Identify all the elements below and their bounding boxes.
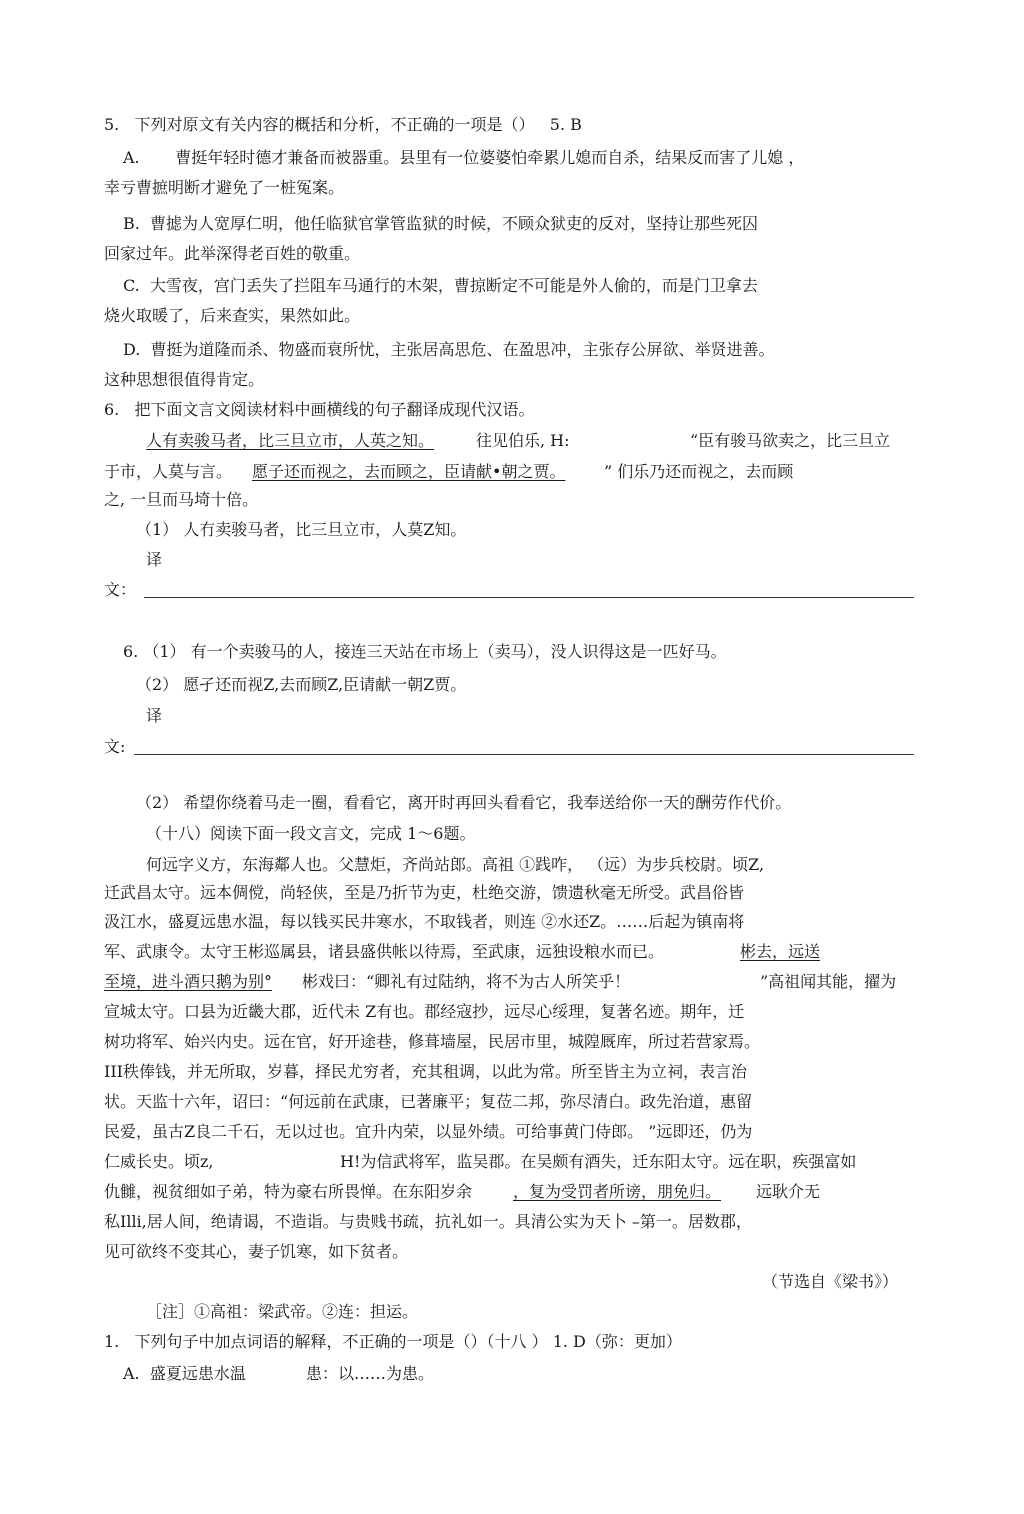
q5-option-a-line2: 幸亏曹摭明断才避免了一桩冤案。 <box>104 178 345 197</box>
q6-passage-line1-mid: 往见伯乐, H: <box>476 431 570 450</box>
passage18-heading: （十八）阅读下面一段文言文，完成 1～6题。 <box>146 824 476 843</box>
passage18-line-14: 见可欲终不变其心，妻子饥寒，如下贫者。 <box>104 1242 409 1261</box>
q6-passage-underlined-2: 愿子还而视之，去而顾之，臣请献•朝之贾。 <box>252 462 566 481</box>
passage18-line-12: 仇雠，视贫细如子弟，特为豪右所畏惮。在东阳岁余 <box>104 1182 473 1201</box>
q6-answer-2: （2） 希望你绕着马走一圈，看看它，离开时再回头看看它，我奉送给你一天的酬劳作代价。 <box>136 793 792 812</box>
passage18-line-5-end: ”高祖闻其能，擢为 <box>760 972 897 991</box>
q6-answer-1: 6. （1） 有一个卖骏马的人，接连三天站在市场上（卖马），没人识得这是一匹好马。 <box>123 642 727 661</box>
q1-option-a-explanation: 患：以……为患。 <box>306 1364 435 1383</box>
q6-passage-underlined-1: 人有卖骏马者，比三旦立市，人英之知。 <box>146 431 435 450</box>
passage18-line-1: 何远字义方，东海鄰人也。父慧炬，齐尚站郎。高祖 ①践咋， （远）为步兵校尉。顷Z, <box>146 855 765 874</box>
passage18-line-11-end: H!为信武将军，监吴郡。在吴颇有酒失，迁东阳太守。远在职，疾强富如 <box>340 1152 857 1171</box>
q1-stem: 1. 下列句子中加点词语的解释，不正确的一项是（）（十八 ） 1. D（弥：更加） <box>104 1332 682 1351</box>
q6-translate-label-2: 译 <box>146 706 163 725</box>
passage18-line-6: 宣城太守。口县为近畿大郡，近代未 Z有也。郡经寇抄，远尽心绥理，复著名迹。期年，迁 <box>104 1002 745 1021</box>
q5-option-a-line1: A. 曹挺年轻时德才兼备而被器重。县里有一位婆婆怕牵累儿媳而自杀，结果反而害了儿媳 ， <box>123 148 805 167</box>
passage18-line-13: 私Illi,居人间，绝请谒，不造诣。与贵贱书疏，抗礼如一。具清公实为天卜 –第一。居数郡， <box>104 1212 752 1231</box>
passage18-line-7: 树功将军、始兴内史。远在官，好开途巷，修葺墙屋，民居市里，城隍厩库，所过若营家焉。 <box>104 1032 761 1051</box>
q5-option-b-line2: 回家过年。此举深得老百姓的敬重。 <box>104 244 361 263</box>
passage18-line-4: 军、武康令。太守王彬巡属县，诸县盛供帐以待焉，至武康，远独设粮水而已。 <box>104 942 665 961</box>
q6-answer-label-2: 文: <box>104 737 126 756</box>
q6-answer-label-1: 文： <box>104 580 137 599</box>
q6-stem: 6. 把下面文言文阅读材料中画横线的句子翻译成现代汉语。 <box>104 400 535 419</box>
passage18-source: （节选自《梁书》） <box>762 1272 899 1291</box>
q6-answer-line-2 <box>134 754 914 755</box>
q5-option-c-line1: C. 大雪夜，宫门丢失了拦阻车马通行的木架，曹掠断定不可能是外人偷的，而是门卫拿去 <box>123 276 758 295</box>
passage18-line-9: 状。天监十六年，诏曰：“何远前在武康，已著廉平；复莅二邦，弥尽清白。政先治道，惠留 <box>104 1092 753 1111</box>
passage18-line-12-end: 远耿介无 <box>756 1182 821 1201</box>
q5-option-d-line2: 这种思想很值得肯定。 <box>104 370 265 389</box>
q6-passage-line2-start: 于市，人莫与言。 <box>104 462 233 481</box>
q6-sentence-1: （1） 人冇卖骏马者，比三旦立市，人莫Z知。 <box>136 520 467 539</box>
passage18-line-4-underlined: 彬去，远送 <box>740 942 821 961</box>
passage18-note: ［注］①高祖：梁武帝。②连：担运。 <box>146 1302 419 1321</box>
q1-option-a: A. 盛夏远患水温 <box>123 1364 246 1383</box>
passage18-line-3: 汲江水，盛夏远患水温，每以钱买民井寒水，不取钱者，则连 ②水还Z。……后起为镇南将 <box>104 912 745 931</box>
q6-passage-line3: 之, 一旦而马埼十倍。 <box>104 490 259 509</box>
q6-translate-label-1: 译 <box>146 550 163 569</box>
passage18-line-12-underlined: ，复为受罚者所谤，朋免归。 <box>513 1182 722 1201</box>
passage18-line-10: 民爱，虽古Z良二千石，无以过也。宜升内荣，以显外绩。可给事黄门侍郎。 ”远即还，仍为 <box>104 1122 753 1141</box>
passage18-line-11-start: 仁威长史。顷z, <box>104 1152 214 1171</box>
q5-option-c-line2: 烧火取暖了，后来查实，果然如此。 <box>104 306 361 325</box>
q6-answer-line-1 <box>144 597 914 598</box>
passage18-line-8: III秩俸钱，并无所取，岁暮，择民尤穷者，充其租调，以此为常。所至皆主为立祠，表言治 <box>104 1062 747 1081</box>
passage18-line-5-mid: 彬戏曰：“卿礼有过陆纳，将不为古人所笑乎！ <box>302 972 631 991</box>
q5-stem: 5. 下列对原文有关内容的概括和分析，不正确的一项是（） 5. B <box>104 115 582 134</box>
q5-option-d-line1: D. 曹挺为道隆而杀、物盛而衰所忧，主张居高思危、在盈思冲，主张存公屏欲、举贤进善。 <box>123 340 775 359</box>
q6-passage-line1-end: “臣有骏马欲卖之，比三旦立 <box>690 431 891 450</box>
q6-passage-line2-end: ” 们乐乃还而视之，去而顾 <box>604 462 794 481</box>
q5-option-b-line1: B. 曹摅为人宽厚仁明，他任临狱官掌管监狱的时候，不顾众狱吏的反对，坚持让那些死囚 <box>123 214 759 233</box>
passage18-line-2: 迁武昌太守。远本倜傥，尚轻侠，至是乃折节为吏，杜绝交游，馈遗秋毫无所受。武昌俗皆 <box>104 883 745 902</box>
q6-sentence-2: （2） 愿孑还而视Z,去而顾Z,臣请献一朝Z贾。 <box>136 675 467 694</box>
passage18-line-5-underlined: 至境，进斗酒只鹅为别° <box>104 972 273 991</box>
